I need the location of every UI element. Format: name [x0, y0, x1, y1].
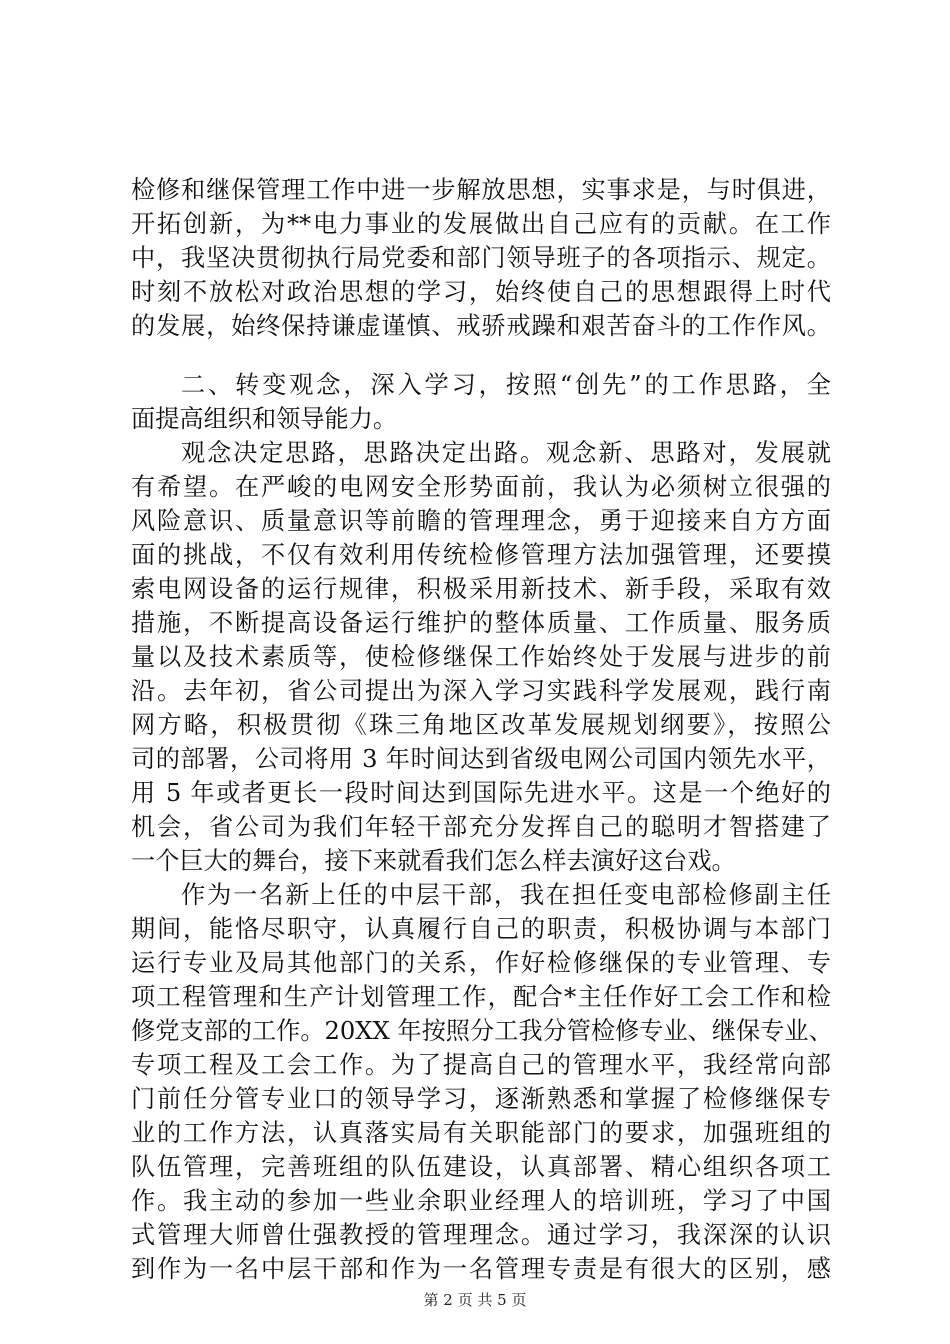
text-line: 沿。去年初，省公司提出为深入学习实践科学发展观，践行南 [131, 677, 831, 705]
text-line: 检修和继保管理工作中进一步解放思想，实事求是，与时俱进， [131, 176, 831, 204]
text-line: 一个巨大的舞台，接下来就看我们怎么样去演好这台戏。 [131, 847, 736, 875]
text-line: 期间，能恪尽职守，认真履行自己的职责，积极协调与本部门 [131, 915, 831, 943]
text-line: 司的部署，公司将用 3 年时间达到省级电网公司国内领先水平， [131, 745, 831, 773]
page-number-footer: 第 2 页 共 5 页 [423, 1291, 527, 1309]
section-heading-line: 二、转变观念，深入学习，按照“创先”的工作思路，全 [181, 371, 831, 399]
text-line: 量以及技术素质等，使检修继保工作始终处于发展与进步的前 [131, 643, 831, 671]
text-line: 网方略，积极贯彻《珠三角地区改革发展规划纲要》，按照公 [131, 711, 831, 739]
text-line: 专项工程及工会工作。为了提高自己的管理水平，我经常向部 [131, 1051, 831, 1079]
text-line: 业的工作方法，认真落实局有关职能部门的要求，加强班组的 [131, 1119, 831, 1147]
text-line: 观念决定思路，思路决定出路。观念新、思路对，发展就 [181, 439, 831, 467]
text-line: 门前任分管专业口的领导学习，逐渐熟悉和掌握了检修继保专 [131, 1085, 831, 1113]
text-line: 面的挑战，不仅有效利用传统检修管理方法加强管理，还要摸 [131, 541, 831, 569]
text-line: 有希望。在严峻的电网安全形势面前，我认为必须树立很强的 [131, 473, 831, 501]
text-line: 风险意识、质量意识等前瞻的管理理念，勇于迎接来自方方面 [131, 507, 831, 535]
text-line: 时刻不放松对政治思想的学习，始终使自己的思想跟得上时代 [131, 278, 831, 306]
text-line: 中，我坚决贯彻执行局党委和部门领导班子的各项指示、规定。 [131, 244, 831, 272]
text-line: 修党支部的工作。20XX 年按照分工我分管检修专业、继保专业、 [131, 1017, 833, 1045]
text-line: 队伍管理，完善班组的队伍建设，认真部署、精心组织各项工 [131, 1153, 831, 1181]
text-line: 到作为一名中层干部和作为一名管理专责是有很大的区别，感 [131, 1255, 831, 1283]
section-heading-line: 面提高组织和领导能力。 [131, 405, 398, 433]
text-line: 的发展，始终保持谦虚谨慎、戒骄戒躁和艰苦奋斗的工作作风。 [131, 312, 831, 340]
text-line: 式管理大师曾仕强教授的管理理念。通过学习，我深深的认识 [131, 1221, 831, 1249]
text-line: 措施，不断提高设备运行维护的整体质量、工作质量、服务质 [131, 609, 831, 637]
text-line: 用 5 年或者更长一段时间达到国际先进水平。这是一个绝好的 [131, 779, 831, 807]
text-line: 作。我主动的参加一些业余职业经理人的培训班，学习了中国 [131, 1187, 831, 1215]
text-line: 机会，省公司为我们年轻干部充分发挥自己的聪明才智搭建了 [131, 813, 831, 841]
text-line: 作为一名新上任的中层干部，我在担任变电部检修副主任 [181, 881, 831, 909]
text-line: 运行专业及局其他部门的关系，作好检修继保的专业管理、专 [131, 949, 831, 977]
text-line: 项工程管理和生产计划管理工作，配合*主任作好工会工作和检 [131, 983, 831, 1011]
text-line: 索电网设备的运行规律，积极采用新技术、新手段，采取有效 [131, 575, 831, 603]
text-line: 开拓创新，为**电力事业的发展做出自己应有的贡献。在工作 [131, 210, 831, 238]
